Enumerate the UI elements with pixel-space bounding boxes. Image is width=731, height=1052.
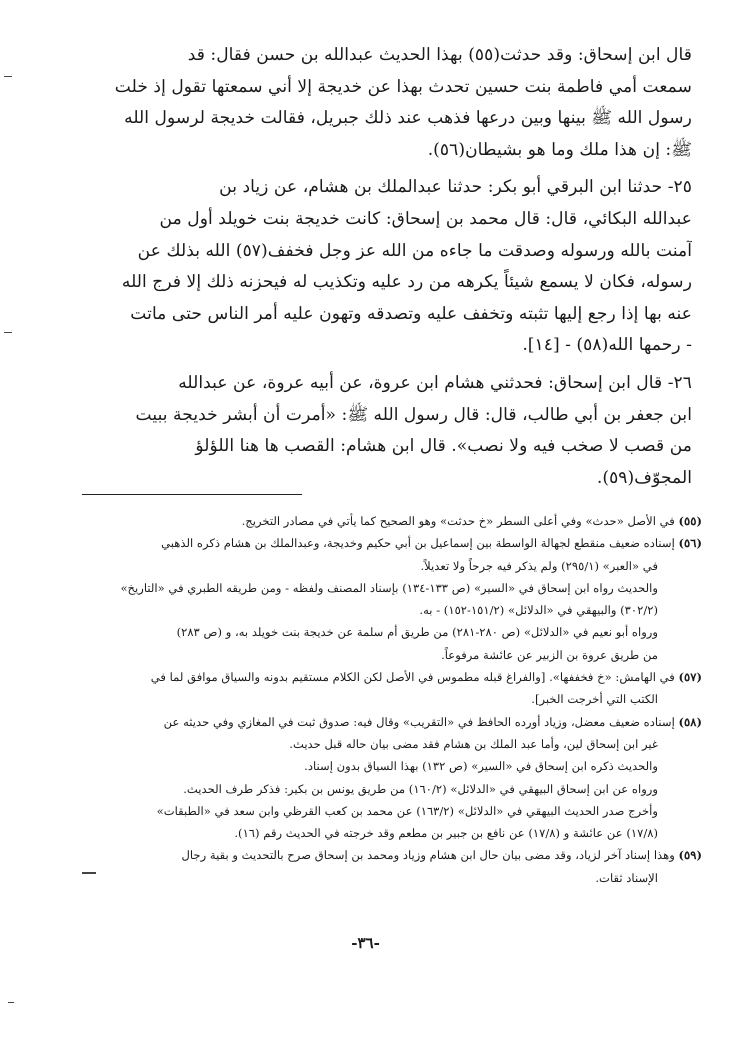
footnote-text: الكتب التي أخرجت الخبر].: [531, 692, 658, 707]
text-line: عنه بها إذا رجع إليها تثبته وتخفف عليه وتصدقه وتهون عليه أمر الناس حتى ماتت: [130, 303, 692, 324]
footnote-text: وأخرج صدر الحديث البيهقي في «الدلائل» (١٦٣/٢) عن محمد بن كعب القرظي وابن سعد في «الطبقات»: [156, 803, 658, 818]
text-line: عبدالله البكائي، قال: قال محمد بن إسحاق: كانت خديجة بنت خويلد أول من: [159, 208, 692, 229]
footnote-number: (٥٩): [678, 848, 702, 863]
footnote-line: [62, 711, 702, 733]
footnote-text: في الهامش: «خ فخففها». [والفراغ قبله مطموس في الأصل لكن الكلام مستقيم بدونه والسياق موافق لما في: [150, 670, 675, 685]
footnote-56: [62, 532, 702, 666]
footnote-number: (٥٦): [678, 536, 702, 551]
footnote-text: ورواه عن ابن إسحاق البيهقي في «الدلائل» (١٦٠/٢) من طريق يونس بن بكير: فذكر طرف الحديث.: [183, 781, 658, 796]
text-line: ﷺ: إن هذا ملك وما هو بشيطان(٥٦).: [427, 139, 692, 160]
footnote-number: (٥٨): [678, 714, 702, 729]
text-line: المجوّف(٥٩).: [596, 467, 692, 488]
page-number: -٣٦-: [351, 934, 380, 952]
main-text: [82, 40, 692, 498]
margin-mark: [4, 332, 12, 333]
paragraph-2: [82, 172, 692, 362]
footnote-line: [62, 532, 702, 554]
footnote-text: ورواه أبو نعيم في «الدلائل» (ص ٢٨٠-٢٨١) من طريق أم سلمة عن خديجة بنت خويلد به، و (ص ٢٨٣): [176, 625, 658, 640]
footnote-text: والحديث ذكره ابن إسحاق في «السير» (ص ١٣٢) بهذا السياق بدون إسناد.: [304, 759, 658, 774]
footnote-text: غير ابن إسحاق لين، وأما عبد الملك بن هشام فقد مضى بيان حاله قبل حديث.: [289, 736, 658, 751]
footnote-text: (١٧/٨) عن عائشة و (١٧/٨) عن نافع بن جبير بن مطعم وقد خرجته في الحديث رقم (١٦).: [234, 826, 658, 841]
footnote-text: (٣٠٢/٢) والبيهقي في «الدلائل» (١٥١/٢-١٥٢) - به.: [419, 603, 658, 618]
text-line: ابن جعفر بن أبي طالب، قال: قال رسول الله ﷺ: «أمرت أن أبشر خديجة ببيت: [135, 404, 692, 425]
footnotes: [62, 510, 702, 889]
text-line: سمعت أمي فاطمة بنت حسين تحدث بهذا عن خديجة إلا أني سمعتها تقول إذ خلت: [114, 76, 692, 97]
footnote-text: وهذا إسناد آخر لزياد، وقد مضى بيان حال ابن هشام وزياد ومحمد بن إسحاق صرح بالتحديث و بقية رجال: [181, 848, 675, 863]
text-line: ٢٦- قال ابن إسحاق: فحدثني هشام ابن عروة، عن أبيه عروة، عن عبدالله: [178, 372, 692, 393]
paragraph-1: [82, 40, 692, 166]
margin-mark: [4, 76, 12, 77]
text-line: من قصب لا صخب فيه ولا نصب». قال ابن هشام: القصب ها هنا اللؤلؤ: [195, 436, 692, 457]
text-line: - رحمها الله(٥٨) - [١٤].: [522, 335, 692, 356]
footnote-number: (٥٥): [678, 514, 702, 528]
footnote-text: في الأصل «حدث» وفي أعلى السطر «خ حدثت» وهو الصحيح كما يأتي في مصادر التخريج.: [241, 514, 675, 528]
margin-mark: [8, 1002, 14, 1003]
text-line: آمنت بالله ورسوله وصدقت ما جاءه من الله عز وجل فخفف(٥٧) الله بذلك عن: [137, 240, 692, 261]
footnote-text: إسناده ضعيف منقطع لجهالة الواسطة بين إسماعيل بن أبي حكيم وخديجة، وعبدالملك بن هشام ذكره الذهبي: [161, 536, 675, 551]
footnote-line: [62, 844, 702, 866]
footnote-58: [62, 711, 702, 845]
footnote-55: [62, 510, 702, 532]
footnote-59: [62, 844, 702, 889]
paragraph-3: [82, 368, 692, 494]
text-line: رسول الله ﷺ بينها وبين درعها فذهب عند ذلك جبريل، فقالت خديجة لرسول الله: [124, 108, 692, 129]
footnote-line: [62, 666, 702, 688]
text-line: قال ابن إسحاق: وقد حدثت(٥٥) بهذا الحديث عبدالله بن حسن فقال: قد: [187, 45, 692, 65]
footnote-text: والحديث رواه ابن إسحاق في «السير» (ص ١٣٣-١٣٤) بإسناد المصنف ولفظه - ومن طريقه الطبري في «التاريخ»: [120, 580, 658, 595]
footnote-line: [62, 510, 702, 532]
footnote-divider: [82, 494, 302, 495]
text-line: رسوله، فكان لا يسمع شيئاً يكرهه من رد عليه وتكذيب له فيحزنه ذلك إلا فرج الله: [121, 272, 692, 293]
text-line: ٢٥- حدثنا ابن البرقي أبو بكر: حدثنا عبدالملك بن هشام، عن زياد بن: [219, 177, 692, 198]
footnote-number: (٥٧): [678, 670, 702, 685]
footnote-57: [62, 666, 702, 711]
footnote-text: في «العبر» (٢٩٥/١) ولم يذكر فيه جرحاً ولا تعديلاً.: [420, 558, 658, 573]
footnote-text: الإسناد ثقات.: [595, 870, 658, 885]
footnote-text: إسناده ضعيف معضل، وزياد أورده الحافظ في «التقريب» وقال فيه: صدوق ثبت في المغازي وفي حديثه عن: [163, 714, 675, 729]
footnote-text: من طريق عروة بن الزبير عن عائشة مرفوعاً.: [441, 647, 658, 662]
